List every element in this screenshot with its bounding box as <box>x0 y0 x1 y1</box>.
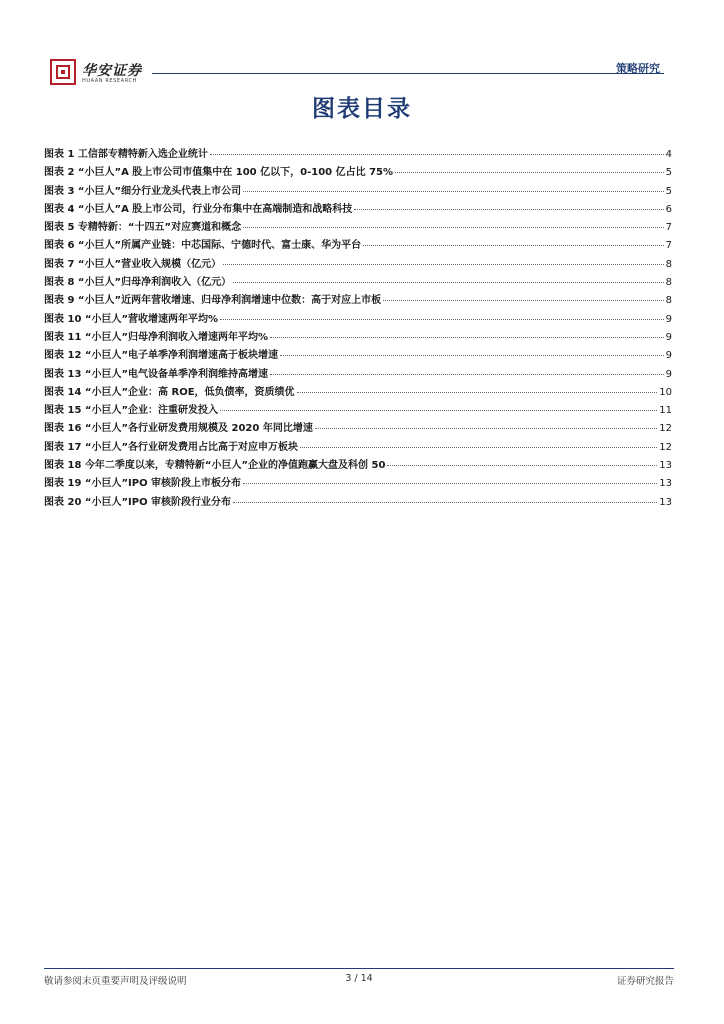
toc-entry-title[interactable]: 图表 8 “小巨人”归母净利润收入（亿元） <box>44 277 232 289</box>
toc-entry-title[interactable]: 图表 14 “小巨人”企业：高 ROE，低负债率，资质绩优 <box>44 386 295 398</box>
toc-entry-title[interactable]: 图表 18 今年二季度以来，专精特新“小巨人”企业的净值跑赢大盘及科创 50 <box>44 460 386 472</box>
toc-entry-page[interactable]: 13 <box>659 478 672 490</box>
toc-entry-page[interactable]: 13 <box>659 496 672 508</box>
toc-entry-title[interactable]: 图表 13 “小巨人”电气设备单季净利润维持高增速 <box>44 368 269 380</box>
toc-dot-leader <box>354 209 663 210</box>
toc-entry[interactable] <box>44 219 672 237</box>
toc-entry-title[interactable]: 图表 19 “小巨人”IPO 审核阶段上市板分布 <box>44 478 242 490</box>
toc-entry-page[interactable]: 8 <box>665 258 672 270</box>
toc-entry-page[interactable]: 5 <box>665 185 672 197</box>
toc-entry[interactable] <box>44 494 672 512</box>
toc-dot-leader <box>243 191 664 192</box>
huaan-logo-icon <box>50 59 76 85</box>
toc-entry-title[interactable]: 图表 20 “小巨人”IPO 审核阶段行业分布 <box>44 496 232 508</box>
toc-entry-title[interactable]: 图表 7 “小巨人”营业收入规模（亿元） <box>44 258 222 270</box>
section-tag: 策略研究 <box>616 62 660 75</box>
toc-entry-title[interactable]: 图表 11 “小巨人”归母净利润收入增速两年平均% <box>44 331 269 343</box>
toc-entry-page[interactable]: 9 <box>665 368 672 380</box>
toc-entry[interactable] <box>44 347 672 365</box>
toc-entry-title[interactable]: 图表 2 “小巨人”A 股上市公司市值集中在 100 亿以下，0-100 亿占比 75% <box>44 167 394 179</box>
toc-dot-leader <box>363 245 664 246</box>
toc-entry[interactable] <box>44 439 672 457</box>
toc-entry[interactable] <box>44 274 672 292</box>
toc-entry[interactable] <box>44 420 672 438</box>
footer-divider <box>44 968 674 969</box>
toc-entry[interactable] <box>44 292 672 310</box>
toc-entry-page[interactable]: 8 <box>665 277 672 289</box>
toc-entry-title[interactable]: 图表 17 “小巨人”各行业研发费用占比高于对应申万板块 <box>44 441 299 453</box>
toc-entry-page[interactable]: 12 <box>659 441 672 453</box>
toc-dot-leader <box>387 465 657 466</box>
toc-entry-page[interactable]: 10 <box>659 386 672 398</box>
toc-entry-title[interactable]: 图表 15 “小巨人”企业：注重研发投入 <box>44 405 219 417</box>
toc-entry-title[interactable]: 图表 10 “小巨人”营收增速两年平均% <box>44 313 219 325</box>
toc-entry[interactable] <box>44 384 672 402</box>
toc-dot-leader <box>223 264 664 265</box>
toc-dot-leader <box>383 300 664 301</box>
brand-name-cn: 华安证券 <box>82 63 142 79</box>
toc-dot-leader <box>315 428 657 429</box>
toc-dot-leader <box>220 319 664 320</box>
toc-entry-page[interactable]: 5 <box>665 167 672 179</box>
toc-entry[interactable] <box>44 201 672 219</box>
toc-entry[interactable] <box>44 311 672 329</box>
toc-entry-page[interactable]: 7 <box>665 222 672 234</box>
toc-entry-page[interactable]: 6 <box>665 203 672 215</box>
toc-dot-leader <box>297 392 658 393</box>
toc-entry-title[interactable]: 图表 4 “小巨人”A 股上市公司，行业分布集中在高端制造和战略科技 <box>44 203 353 215</box>
toc-entry-page[interactable]: 9 <box>665 350 672 362</box>
toc-dot-leader <box>220 410 657 411</box>
footer-disclaimer: 敬请参阅末页重要声明及评级说明 <box>44 976 187 987</box>
toc-dot-leader <box>270 374 664 375</box>
page-header <box>48 56 668 90</box>
toc-entry-page[interactable]: 4 <box>665 149 672 160</box>
toc-dot-leader <box>210 154 664 155</box>
toc-entry-page[interactable]: 7 <box>665 240 672 252</box>
toc-entry[interactable] <box>44 256 672 274</box>
toc-dot-leader <box>395 172 664 173</box>
toc-entry-page[interactable]: 9 <box>665 331 672 343</box>
toc-title: 图表目录 <box>312 96 412 122</box>
header-divider <box>152 73 664 74</box>
toc-entry-title[interactable]: 图表 5 专精特新：“十四五”对应赛道和概念 <box>44 222 242 234</box>
toc-entry[interactable] <box>44 183 672 201</box>
toc-entry-title[interactable]: 图表 6 “小巨人”所属产业链：中芯国际、宁德时代、富士康、华为平台 <box>44 240 362 252</box>
toc-dot-leader <box>233 282 664 283</box>
toc-entry[interactable] <box>44 457 672 475</box>
toc-dot-leader <box>280 355 664 356</box>
toc-dot-leader <box>270 337 664 338</box>
toc-entry-title[interactable]: 图表 12 “小巨人”电子单季净利润增速高于板块增速 <box>44 350 279 362</box>
toc-entry-title[interactable]: 图表 16 “小巨人”各行业研发费用规模及 2020 年同比增速 <box>44 423 313 435</box>
toc-entry[interactable] <box>44 329 672 347</box>
toc-entry-title[interactable]: 图表 1 工信部专精特新入选企业统计 <box>44 149 208 160</box>
toc-entry[interactable] <box>44 164 672 182</box>
toc-dot-leader <box>243 227 664 228</box>
toc-entry-page[interactable]: 13 <box>659 460 672 472</box>
toc-entry[interactable] <box>44 237 672 255</box>
toc-dot-leader <box>243 483 657 484</box>
toc-list <box>44 146 672 512</box>
toc-dot-leader <box>233 502 657 503</box>
toc-entry-page[interactable]: 9 <box>665 313 672 325</box>
toc-entry-page[interactable]: 8 <box>665 295 672 307</box>
footer-page-number: 3 / 14 <box>345 973 373 984</box>
toc-entry[interactable] <box>44 366 672 384</box>
toc-entry[interactable] <box>44 475 672 493</box>
toc-entry-title[interactable]: 图表 9 “小巨人”近两年营收增速、归母净利润增速中位数：高于对应上市板 <box>44 295 382 307</box>
toc-entry-page[interactable]: 11 <box>659 405 672 417</box>
brand-name-en: HUAAN RESEARCH <box>82 78 137 84</box>
toc-entry-page[interactable]: 12 <box>659 423 672 435</box>
toc-entry-title[interactable]: 图表 3 “小巨人”细分行业龙头代表上市公司 <box>44 185 242 197</box>
footer-doc-type: 证券研究报告 <box>616 976 674 987</box>
toc-entry[interactable] <box>44 402 672 420</box>
toc-entry[interactable] <box>44 146 672 164</box>
toc-dot-leader <box>300 447 657 448</box>
